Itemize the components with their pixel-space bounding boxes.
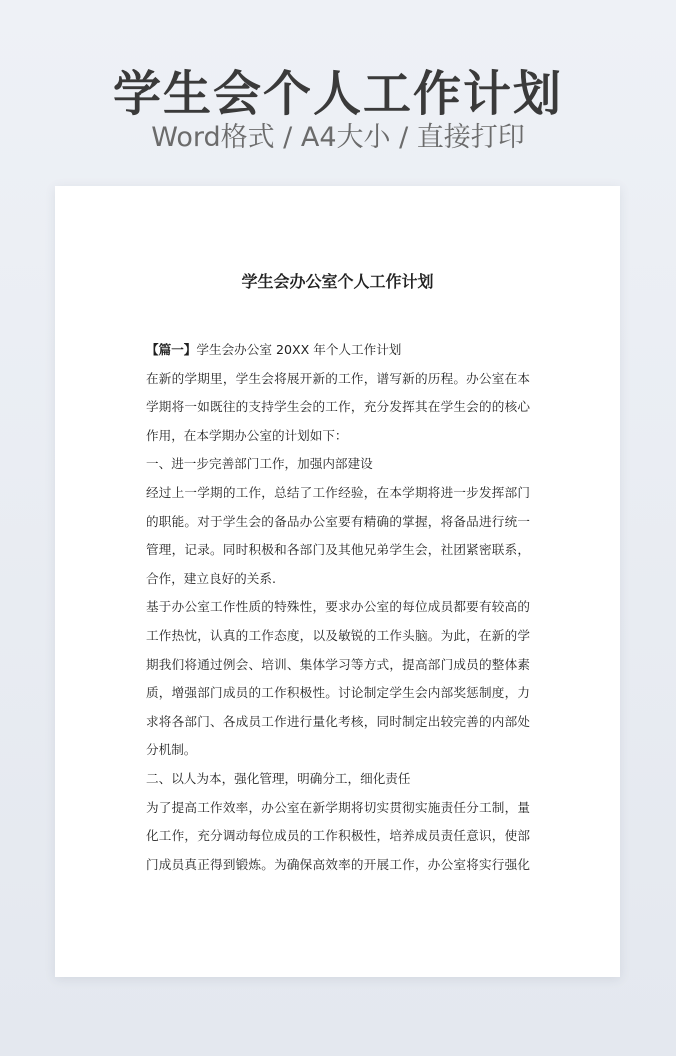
- chapter-tag: 【篇一】: [146, 342, 197, 357]
- body-line: 基于办公室工作性质的特殊性，要求办公室的每位成员都要有较高的: [146, 599, 530, 615]
- body-line: 学期将一如既往的支持学生会的工作，充分发挥其在学生会的的核心: [146, 399, 530, 415]
- body-line: 化工作，充分调动每位成员的工作积极性，培养成员责任意识，使部: [146, 828, 530, 844]
- section-heading: 二、以人为本，强化管理，明确分工，细化责任: [146, 770, 411, 786]
- banner-subtitle: Word格式 / A4大小 / 直接打印: [151, 122, 525, 153]
- body-line: 合作，建立良好的关系.: [146, 570, 276, 586]
- banner-title: 学生会个人工作计划: [112, 66, 563, 122]
- document-title: 学生会办公室个人工作计划: [241, 272, 434, 291]
- body-line: 分机制。: [146, 742, 197, 758]
- body-line: 作用，在本学期办公室的计划如下：: [146, 427, 348, 443]
- body-line: 经过上一学期的工作，总结了工作经验，在本学期将进一步发挥部门: [146, 484, 530, 500]
- document-body: [146, 336, 530, 879]
- document-page: [55, 186, 620, 977]
- body-line: 为了提高工作效率，办公室在新学期将切实贯彻实施责任分工制，量: [146, 799, 530, 815]
- body-line: 工作热忱，认真的工作态度，以及敏锐的工作头脑。为此，在新的学: [146, 627, 530, 643]
- body-line: 质，增强部门成员的工作积极性。讨论制定学生会内部奖惩制度，力: [146, 685, 530, 701]
- body-line: 期我们将通过例会、培训、集体学习等方式，提高部门成员的整体素: [146, 656, 530, 672]
- body-line: 在新的学期里，学生会将展开新的工作，谱写新的历程。办公室在本: [146, 370, 530, 386]
- chapter-heading: [146, 336, 530, 365]
- body-line: 门成员真正得到锻炼。为确保高效率的开展工作，办公室将实行强化: [146, 856, 530, 872]
- body-line: 管理，记录。同时积极和各部门及其他兄弟学生会，社团紧密联系，: [146, 542, 530, 558]
- chapter-title: 学生会办公室 20XX 年个人工作计划: [196, 342, 402, 357]
- section-heading: 一、进一步完善部门工作，加强内部建设: [146, 456, 373, 472]
- body-line: 求将各部门、各成员工作进行量化考核，同时制定出较完善的内部处: [146, 713, 530, 729]
- body-line: 的职能。对于学生会的备品办公室要有精确的掌握，将备品进行统一: [146, 513, 530, 529]
